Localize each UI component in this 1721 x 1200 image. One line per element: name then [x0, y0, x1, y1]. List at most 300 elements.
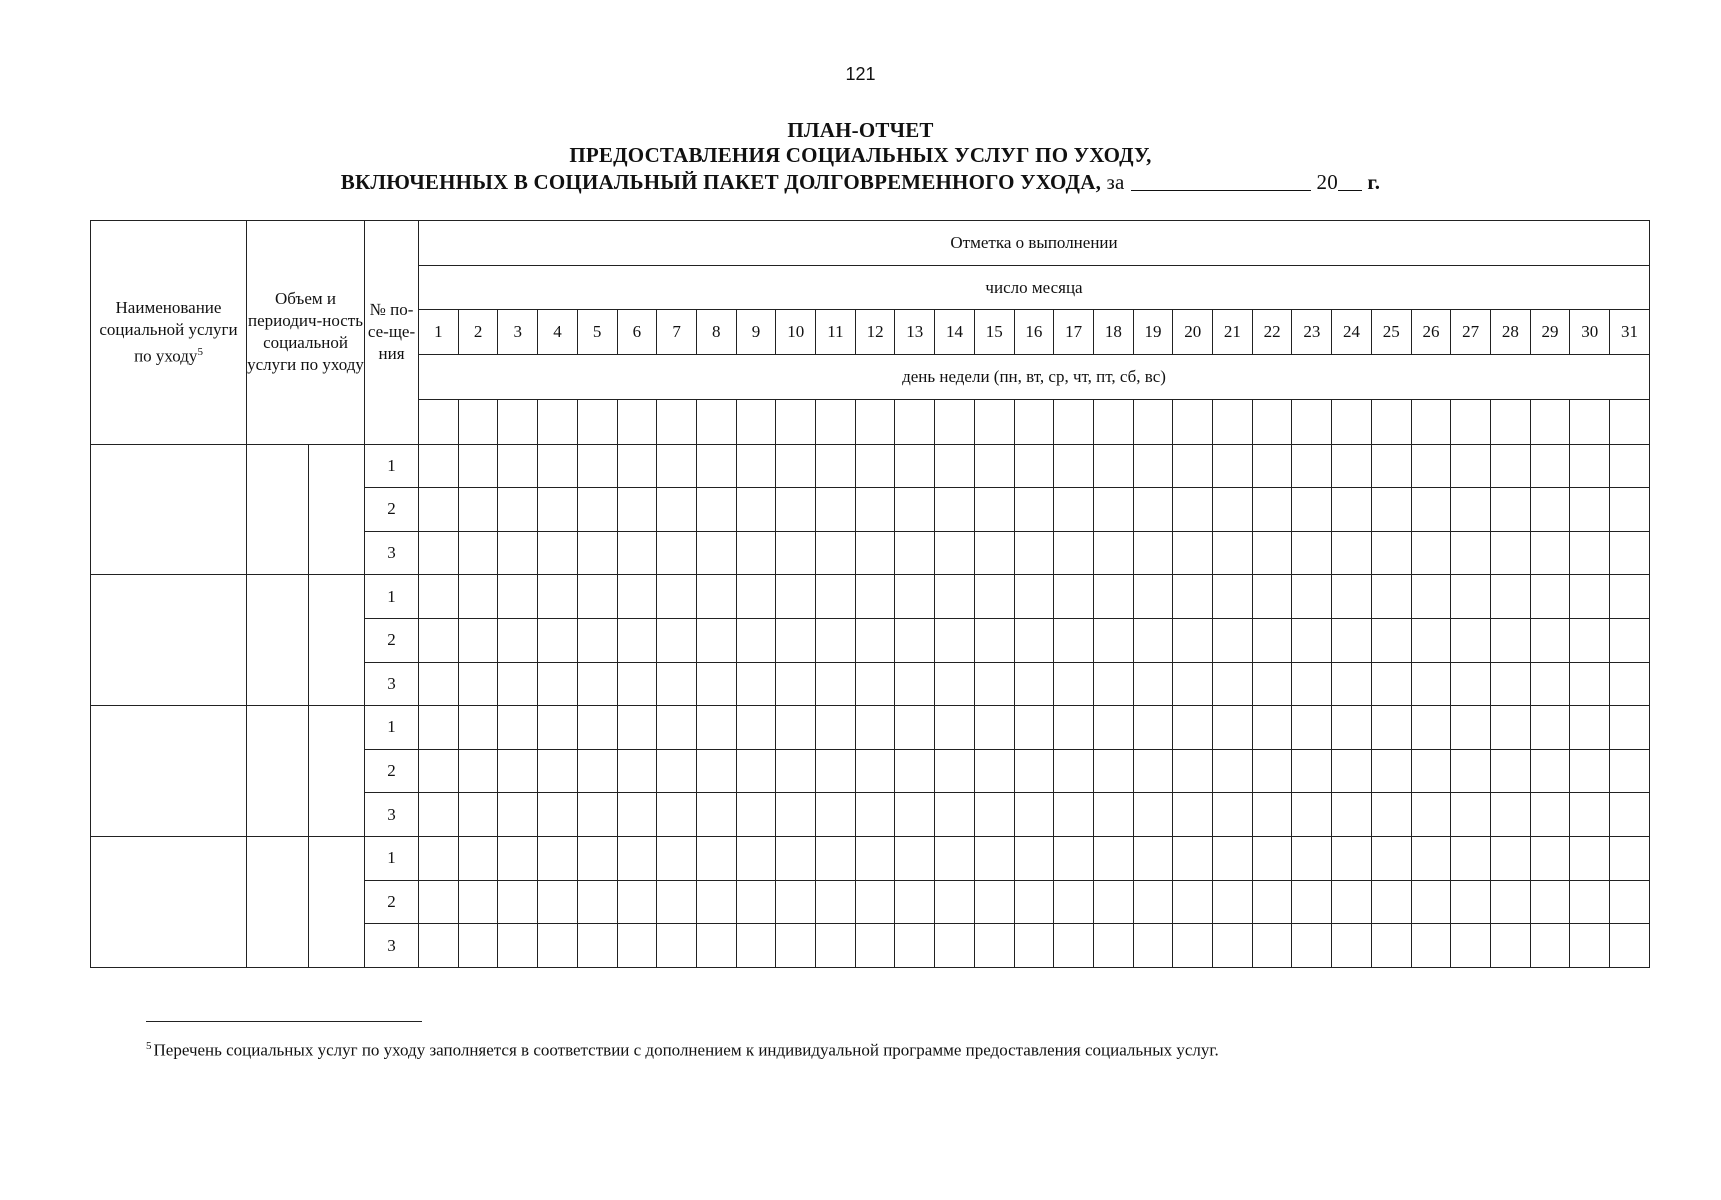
weekday-cell[interactable]	[1292, 399, 1332, 444]
mark-cell[interactable]	[1451, 880, 1491, 924]
mark-cell[interactable]	[974, 880, 1014, 924]
mark-cell[interactable]	[895, 749, 935, 793]
mark-cell[interactable]	[1173, 444, 1213, 488]
mark-cell[interactable]	[1411, 575, 1451, 619]
mark-cell[interactable]	[617, 793, 657, 837]
weekday-cell[interactable]	[816, 399, 856, 444]
mark-cell[interactable]	[657, 662, 697, 706]
mark-cell[interactable]	[1570, 488, 1610, 532]
mark-cell[interactable]	[1451, 488, 1491, 532]
mark-cell[interactable]	[736, 618, 776, 662]
mark-cell[interactable]	[1173, 618, 1213, 662]
mark-cell[interactable]	[1014, 793, 1054, 837]
mark-cell[interactable]	[458, 793, 498, 837]
mark-cell[interactable]	[855, 749, 895, 793]
mark-cell[interactable]	[1292, 749, 1332, 793]
mark-cell[interactable]	[974, 488, 1014, 532]
mark-cell[interactable]	[895, 880, 935, 924]
mark-cell[interactable]	[895, 444, 935, 488]
mark-cell[interactable]	[1292, 618, 1332, 662]
weekday-cell[interactable]	[855, 399, 895, 444]
mark-cell[interactable]	[1530, 706, 1570, 750]
mark-cell[interactable]	[696, 793, 736, 837]
mark-cell[interactable]	[577, 531, 617, 575]
mark-cell[interactable]	[1213, 575, 1253, 619]
mark-cell[interactable]	[498, 618, 538, 662]
mark-cell[interactable]	[1451, 575, 1491, 619]
mark-cell[interactable]	[617, 575, 657, 619]
mark-cell[interactable]	[1133, 706, 1173, 750]
mark-cell[interactable]	[974, 749, 1014, 793]
mark-cell[interactable]	[577, 749, 617, 793]
mark-cell[interactable]	[1173, 662, 1213, 706]
mark-cell[interactable]	[855, 662, 895, 706]
mark-cell[interactable]	[1054, 531, 1094, 575]
mark-cell[interactable]	[855, 924, 895, 968]
mark-cell[interactable]	[1014, 575, 1054, 619]
mark-cell[interactable]	[1491, 488, 1531, 532]
mark-cell[interactable]	[419, 924, 459, 968]
mark-cell[interactable]	[1292, 662, 1332, 706]
mark-cell[interactable]	[538, 706, 578, 750]
mark-cell[interactable]	[1173, 575, 1213, 619]
mark-cell[interactable]	[617, 488, 657, 532]
mark-cell[interactable]	[1252, 488, 1292, 532]
mark-cell[interactable]	[776, 531, 816, 575]
mark-cell[interactable]	[895, 924, 935, 968]
mark-cell[interactable]	[974, 706, 1014, 750]
mark-cell[interactable]	[1133, 618, 1173, 662]
mark-cell[interactable]	[1093, 924, 1133, 968]
mark-cell[interactable]	[1491, 880, 1531, 924]
mark-cell[interactable]	[1093, 662, 1133, 706]
weekday-cell[interactable]	[458, 399, 498, 444]
service-name-cell[interactable]	[91, 706, 247, 837]
mark-cell[interactable]	[1610, 444, 1650, 488]
mark-cell[interactable]	[974, 531, 1014, 575]
mark-cell[interactable]	[696, 575, 736, 619]
mark-cell[interactable]	[935, 793, 975, 837]
mark-cell[interactable]	[1491, 924, 1531, 968]
mark-cell[interactable]	[657, 880, 697, 924]
mark-cell[interactable]	[1133, 924, 1173, 968]
weekday-cell[interactable]	[498, 399, 538, 444]
mark-cell[interactable]	[577, 924, 617, 968]
mark-cell[interactable]	[1173, 837, 1213, 881]
mark-cell[interactable]	[776, 662, 816, 706]
weekday-cell[interactable]	[1610, 399, 1650, 444]
mark-cell[interactable]	[1213, 444, 1253, 488]
weekday-cell[interactable]	[696, 399, 736, 444]
mark-cell[interactable]	[855, 793, 895, 837]
mark-cell[interactable]	[498, 662, 538, 706]
mark-cell[interactable]	[1054, 662, 1094, 706]
volume-cell[interactable]	[247, 575, 309, 706]
mark-cell[interactable]	[935, 575, 975, 619]
mark-cell[interactable]	[1014, 488, 1054, 532]
mark-cell[interactable]	[1570, 837, 1610, 881]
mark-cell[interactable]	[1491, 793, 1531, 837]
mark-cell[interactable]	[1054, 488, 1094, 532]
mark-cell[interactable]	[816, 749, 856, 793]
mark-cell[interactable]	[1014, 880, 1054, 924]
mark-cell[interactable]	[1213, 749, 1253, 793]
mark-cell[interactable]	[1451, 924, 1491, 968]
mark-cell[interactable]	[1332, 575, 1372, 619]
mark-cell[interactable]	[617, 618, 657, 662]
mark-cell[interactable]	[736, 749, 776, 793]
mark-cell[interactable]	[577, 444, 617, 488]
mark-cell[interactable]	[577, 662, 617, 706]
service-name-cell[interactable]	[91, 444, 247, 575]
mark-cell[interactable]	[1451, 749, 1491, 793]
mark-cell[interactable]	[736, 444, 776, 488]
mark-cell[interactable]	[458, 531, 498, 575]
mark-cell[interactable]	[1213, 706, 1253, 750]
mark-cell[interactable]	[816, 488, 856, 532]
mark-cell[interactable]	[419, 837, 459, 881]
mark-cell[interactable]	[776, 880, 816, 924]
volume-cell[interactable]	[247, 706, 309, 837]
mark-cell[interactable]	[1133, 444, 1173, 488]
mark-cell[interactable]	[736, 837, 776, 881]
mark-cell[interactable]	[1491, 575, 1531, 619]
mark-cell[interactable]	[1491, 706, 1531, 750]
mark-cell[interactable]	[419, 749, 459, 793]
mark-cell[interactable]	[1371, 618, 1411, 662]
weekday-cell[interactable]	[935, 399, 975, 444]
mark-cell[interactable]	[419, 488, 459, 532]
mark-cell[interactable]	[1332, 488, 1372, 532]
mark-cell[interactable]	[1292, 488, 1332, 532]
mark-cell[interactable]	[696, 880, 736, 924]
weekday-cell[interactable]	[1054, 399, 1094, 444]
mark-cell[interactable]	[776, 488, 816, 532]
mark-cell[interactable]	[1054, 924, 1094, 968]
mark-cell[interactable]	[1610, 749, 1650, 793]
mark-cell[interactable]	[498, 880, 538, 924]
mark-cell[interactable]	[1093, 837, 1133, 881]
mark-cell[interactable]	[1570, 793, 1610, 837]
mark-cell[interactable]	[1411, 749, 1451, 793]
mark-cell[interactable]	[895, 575, 935, 619]
mark-cell[interactable]	[1411, 924, 1451, 968]
mark-cell[interactable]	[458, 662, 498, 706]
mark-cell[interactable]	[1252, 880, 1292, 924]
mark-cell[interactable]	[816, 793, 856, 837]
mark-cell[interactable]	[1570, 531, 1610, 575]
mark-cell[interactable]	[1451, 531, 1491, 575]
mark-cell[interactable]	[1093, 531, 1133, 575]
mark-cell[interactable]	[776, 924, 816, 968]
mark-cell[interactable]	[1371, 880, 1411, 924]
mark-cell[interactable]	[657, 444, 697, 488]
mark-cell[interactable]	[816, 837, 856, 881]
mark-cell[interactable]	[1610, 488, 1650, 532]
mark-cell[interactable]	[1292, 880, 1332, 924]
mark-cell[interactable]	[935, 880, 975, 924]
mark-cell[interactable]	[498, 444, 538, 488]
mark-cell[interactable]	[498, 706, 538, 750]
mark-cell[interactable]	[1133, 488, 1173, 532]
mark-cell[interactable]	[1213, 880, 1253, 924]
mark-cell[interactable]	[1371, 662, 1411, 706]
mark-cell[interactable]	[1530, 575, 1570, 619]
mark-cell[interactable]	[538, 444, 578, 488]
mark-cell[interactable]	[1252, 618, 1292, 662]
weekday-cell[interactable]	[974, 399, 1014, 444]
mark-cell[interactable]	[1411, 880, 1451, 924]
mark-cell[interactable]	[855, 575, 895, 619]
mark-cell[interactable]	[1530, 444, 1570, 488]
mark-cell[interactable]	[935, 749, 975, 793]
mark-cell[interactable]	[1213, 618, 1253, 662]
mark-cell[interactable]	[1530, 618, 1570, 662]
mark-cell[interactable]	[1570, 924, 1610, 968]
mark-cell[interactable]	[1530, 662, 1570, 706]
mark-cell[interactable]	[974, 924, 1014, 968]
mark-cell[interactable]	[1530, 749, 1570, 793]
mark-cell[interactable]	[1371, 444, 1411, 488]
weekday-cell[interactable]	[1213, 399, 1253, 444]
mark-cell[interactable]	[1530, 880, 1570, 924]
mark-cell[interactable]	[538, 924, 578, 968]
weekday-cell[interactable]	[1371, 399, 1411, 444]
mark-cell[interactable]	[974, 793, 1014, 837]
mark-cell[interactable]	[1213, 531, 1253, 575]
mark-cell[interactable]	[1292, 444, 1332, 488]
mark-cell[interactable]	[419, 793, 459, 837]
mark-cell[interactable]	[1610, 531, 1650, 575]
mark-cell[interactable]	[538, 531, 578, 575]
mark-cell[interactable]	[974, 575, 1014, 619]
mark-cell[interactable]	[1014, 618, 1054, 662]
mark-cell[interactable]	[1054, 749, 1094, 793]
mark-cell[interactable]	[935, 662, 975, 706]
mark-cell[interactable]	[1332, 749, 1372, 793]
mark-cell[interactable]	[855, 618, 895, 662]
mark-cell[interactable]	[458, 618, 498, 662]
mark-cell[interactable]	[458, 749, 498, 793]
mark-cell[interactable]	[538, 793, 578, 837]
mark-cell[interactable]	[1332, 618, 1372, 662]
weekday-cell[interactable]	[1491, 399, 1531, 444]
mark-cell[interactable]	[1173, 880, 1213, 924]
mark-cell[interactable]	[736, 706, 776, 750]
mark-cell[interactable]	[458, 444, 498, 488]
mark-cell[interactable]	[1252, 924, 1292, 968]
mark-cell[interactable]	[538, 749, 578, 793]
mark-cell[interactable]	[1292, 837, 1332, 881]
mark-cell[interactable]	[1332, 924, 1372, 968]
volume-cell[interactable]	[247, 444, 309, 575]
mark-cell[interactable]	[1133, 531, 1173, 575]
mark-cell[interactable]	[1093, 444, 1133, 488]
mark-cell[interactable]	[1332, 837, 1372, 881]
mark-cell[interactable]	[577, 488, 617, 532]
mark-cell[interactable]	[736, 575, 776, 619]
mark-cell[interactable]	[1014, 924, 1054, 968]
mark-cell[interactable]	[1411, 531, 1451, 575]
weekday-cell[interactable]	[1133, 399, 1173, 444]
mark-cell[interactable]	[895, 706, 935, 750]
mark-cell[interactable]	[1133, 793, 1173, 837]
mark-cell[interactable]	[498, 531, 538, 575]
mark-cell[interactable]	[1014, 531, 1054, 575]
mark-cell[interactable]	[1411, 488, 1451, 532]
mark-cell[interactable]	[1173, 706, 1213, 750]
mark-cell[interactable]	[1213, 924, 1253, 968]
mark-cell[interactable]	[1173, 793, 1213, 837]
mark-cell[interactable]	[498, 793, 538, 837]
mark-cell[interactable]	[498, 575, 538, 619]
mark-cell[interactable]	[458, 837, 498, 881]
mark-cell[interactable]	[1371, 488, 1411, 532]
mark-cell[interactable]	[1252, 444, 1292, 488]
mark-cell[interactable]	[974, 444, 1014, 488]
mark-cell[interactable]	[577, 880, 617, 924]
mark-cell[interactable]	[1411, 706, 1451, 750]
mark-cell[interactable]	[696, 531, 736, 575]
mark-cell[interactable]	[657, 488, 697, 532]
mark-cell[interactable]	[1014, 662, 1054, 706]
mark-cell[interactable]	[617, 531, 657, 575]
mark-cell[interactable]	[1292, 531, 1332, 575]
mark-cell[interactable]	[1252, 793, 1292, 837]
mark-cell[interactable]	[736, 880, 776, 924]
mark-cell[interactable]	[419, 575, 459, 619]
mark-cell[interactable]	[1570, 749, 1610, 793]
mark-cell[interactable]	[895, 662, 935, 706]
mark-cell[interactable]	[1252, 531, 1292, 575]
mark-cell[interactable]	[1014, 837, 1054, 881]
mark-cell[interactable]	[696, 618, 736, 662]
mark-cell[interactable]	[617, 924, 657, 968]
mark-cell[interactable]	[1014, 444, 1054, 488]
mark-cell[interactable]	[419, 444, 459, 488]
mark-cell[interactable]	[1411, 793, 1451, 837]
mark-cell[interactable]	[935, 444, 975, 488]
mark-cell[interactable]	[498, 924, 538, 968]
mark-cell[interactable]	[657, 531, 697, 575]
mark-cell[interactable]	[1133, 575, 1173, 619]
mark-cell[interactable]	[1610, 575, 1650, 619]
mark-cell[interactable]	[458, 924, 498, 968]
mark-cell[interactable]	[617, 444, 657, 488]
mark-cell[interactable]	[1411, 444, 1451, 488]
mark-cell[interactable]	[1252, 749, 1292, 793]
mark-cell[interactable]	[1292, 924, 1332, 968]
mark-cell[interactable]	[855, 488, 895, 532]
mark-cell[interactable]	[736, 793, 776, 837]
weekday-cell[interactable]	[538, 399, 578, 444]
mark-cell[interactable]	[1093, 575, 1133, 619]
mark-cell[interactable]	[855, 531, 895, 575]
weekday-cell[interactable]	[1530, 399, 1570, 444]
mark-cell[interactable]	[696, 749, 736, 793]
mark-cell[interactable]	[1451, 444, 1491, 488]
mark-cell[interactable]	[419, 531, 459, 575]
period-blank[interactable]	[1131, 172, 1311, 191]
mark-cell[interactable]	[816, 880, 856, 924]
mark-cell[interactable]	[1530, 924, 1570, 968]
mark-cell[interactable]	[1451, 662, 1491, 706]
weekday-cell[interactable]	[1173, 399, 1213, 444]
mark-cell[interactable]	[617, 662, 657, 706]
mark-cell[interactable]	[1570, 662, 1610, 706]
mark-cell[interactable]	[1530, 793, 1570, 837]
mark-cell[interactable]	[1451, 706, 1491, 750]
weekday-cell[interactable]	[736, 399, 776, 444]
mark-cell[interactable]	[657, 618, 697, 662]
mark-cell[interactable]	[696, 706, 736, 750]
mark-cell[interactable]	[1054, 793, 1094, 837]
mark-cell[interactable]	[1213, 488, 1253, 532]
mark-cell[interactable]	[974, 618, 1014, 662]
weekday-cell[interactable]	[776, 399, 816, 444]
periodicity-cell[interactable]	[309, 444, 365, 575]
mark-cell[interactable]	[1133, 662, 1173, 706]
mark-cell[interactable]	[498, 837, 538, 881]
mark-cell[interactable]	[1491, 749, 1531, 793]
mark-cell[interactable]	[1570, 880, 1610, 924]
weekday-cell[interactable]	[1093, 399, 1133, 444]
mark-cell[interactable]	[1570, 444, 1610, 488]
mark-cell[interactable]	[1292, 706, 1332, 750]
mark-cell[interactable]	[538, 575, 578, 619]
mark-cell[interactable]	[1610, 837, 1650, 881]
mark-cell[interactable]	[1213, 837, 1253, 881]
mark-cell[interactable]	[1213, 793, 1253, 837]
mark-cell[interactable]	[1252, 662, 1292, 706]
mark-cell[interactable]	[776, 793, 816, 837]
mark-cell[interactable]	[776, 618, 816, 662]
mark-cell[interactable]	[1570, 575, 1610, 619]
mark-cell[interactable]	[1491, 531, 1531, 575]
mark-cell[interactable]	[1014, 749, 1054, 793]
mark-cell[interactable]	[1530, 531, 1570, 575]
mark-cell[interactable]	[1173, 924, 1213, 968]
mark-cell[interactable]	[935, 924, 975, 968]
service-name-cell[interactable]	[91, 837, 247, 968]
mark-cell[interactable]	[1610, 618, 1650, 662]
year-blank[interactable]	[1338, 172, 1362, 191]
mark-cell[interactable]	[577, 837, 617, 881]
mark-cell[interactable]	[1371, 749, 1411, 793]
mark-cell[interactable]	[935, 531, 975, 575]
weekday-cell[interactable]	[419, 399, 459, 444]
mark-cell[interactable]	[1093, 488, 1133, 532]
mark-cell[interactable]	[1371, 837, 1411, 881]
mark-cell[interactable]	[419, 618, 459, 662]
mark-cell[interactable]	[1530, 837, 1570, 881]
mark-cell[interactable]	[895, 618, 935, 662]
mark-cell[interactable]	[577, 706, 617, 750]
mark-cell[interactable]	[657, 924, 697, 968]
mark-cell[interactable]	[696, 444, 736, 488]
periodicity-cell[interactable]	[309, 837, 365, 968]
mark-cell[interactable]	[974, 662, 1014, 706]
weekday-cell[interactable]	[617, 399, 657, 444]
weekday-cell[interactable]	[1570, 399, 1610, 444]
mark-cell[interactable]	[895, 793, 935, 837]
mark-cell[interactable]	[1173, 531, 1213, 575]
mark-cell[interactable]	[657, 575, 697, 619]
mark-cell[interactable]	[1610, 924, 1650, 968]
mark-cell[interactable]	[1014, 706, 1054, 750]
mark-cell[interactable]	[1451, 618, 1491, 662]
mark-cell[interactable]	[657, 837, 697, 881]
